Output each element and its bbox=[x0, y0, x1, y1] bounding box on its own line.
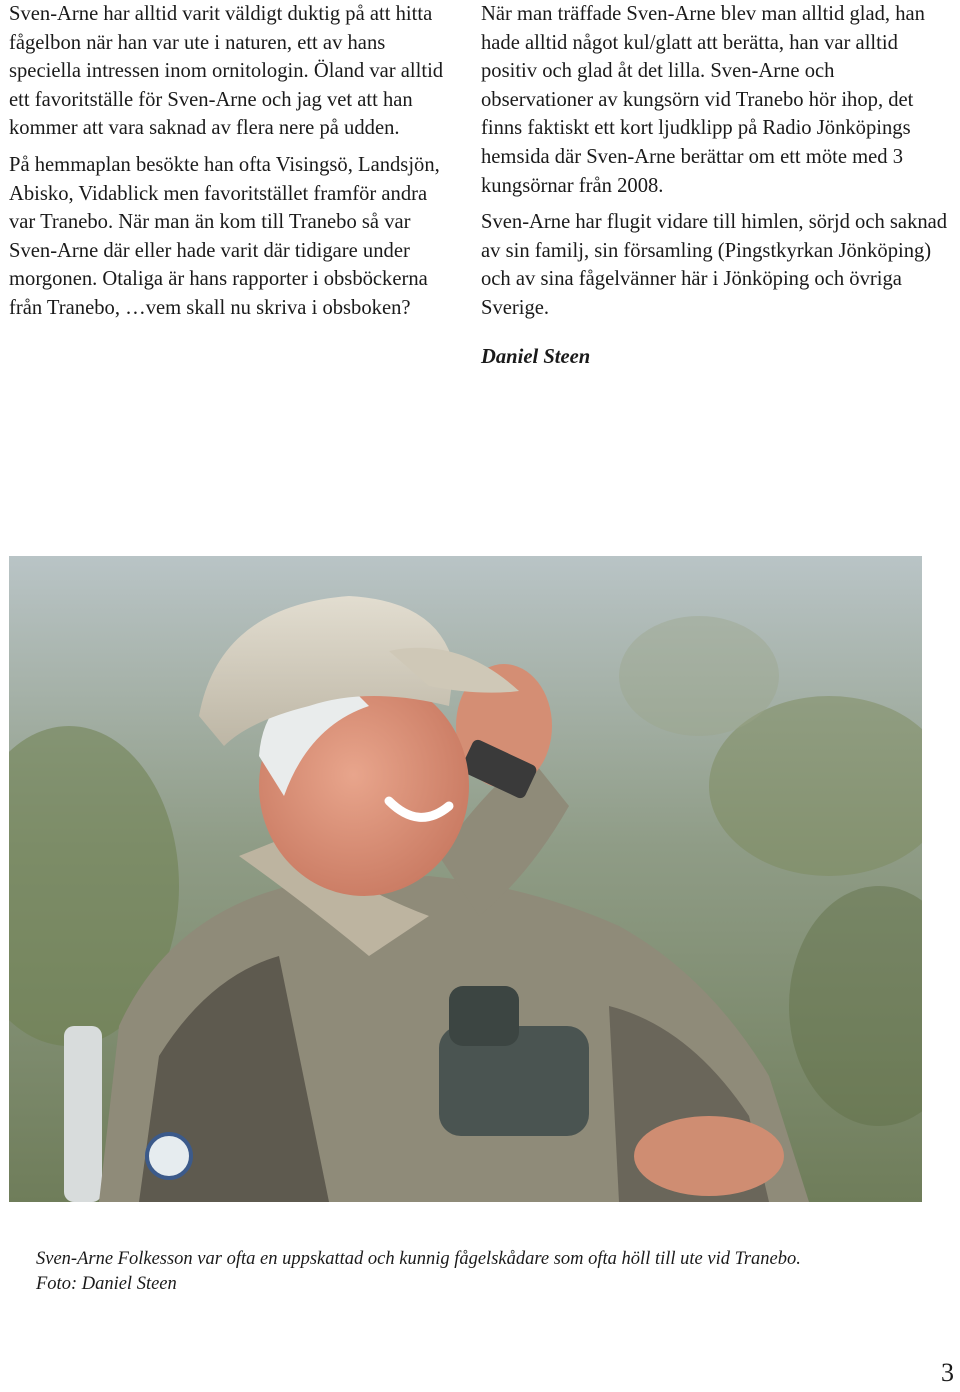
right-paragraph-1: När man träffade Sven-Arne blev man alltid glad, han hade alltid något kul/glatt att berätta, han var alltid positiv och glad åt det lilla. Sven-Arne och observationer av kungsörn vid Tranebo hör ihop, det finns faktiskt ett kort ljudklipp på Radio Jönköpings hemsida där Sven-Arne berättar om ett möte med 3 kungsörnar från 2008. bbox=[481, 3, 925, 197]
author-signature: Daniel Steen bbox=[481, 345, 591, 368]
photo-caption bbox=[36, 1247, 936, 1297]
portrait-photo bbox=[9, 556, 922, 1202]
left-paragraph-2: På hemmaplan besökte han ofta Visingsö, Landsjön, Abisko, Vidablick men favoritstället framför andra var Tranebo. När man än kom till Tranebo så var Sven-Arne där eller hade varit där tidigare under morgonen. Otaliga är hans rapporter i obsböckerna från Tranebo, …vem skall nu skriva i obsboken? bbox=[9, 153, 440, 319]
right-paragraph-2: Sven-Arne har flugit vidare till himlen, sörjd och saknad av sin familj, sin församling (Pingstkyrkan Jönköping) och av sina fågelvänner här i Jönköping och övriga Sverige. bbox=[481, 211, 948, 319]
left-text-column bbox=[9, 0, 454, 331]
caption-text: Sven-Arne Folkesson var ofta en uppskattad och kunnig fågelskådare som ofta höll till ute vid Tranebo. bbox=[36, 1249, 801, 1269]
photo-credit: Foto: Daniel Steen bbox=[36, 1274, 177, 1294]
left-paragraph-1: Sven-Arne har alltid varit väldigt duktig på att hitta fågelbon när han var ute i naturen, ett av hans speciella intressen inom ornitologin. Öland var alltid ett favoritställe för Sven-Arne och jag vet att han kommer att vara saknad av flera nere på udden. bbox=[9, 3, 444, 140]
right-text-column bbox=[481, 0, 951, 379]
page-number: 3 bbox=[941, 1358, 954, 1387]
